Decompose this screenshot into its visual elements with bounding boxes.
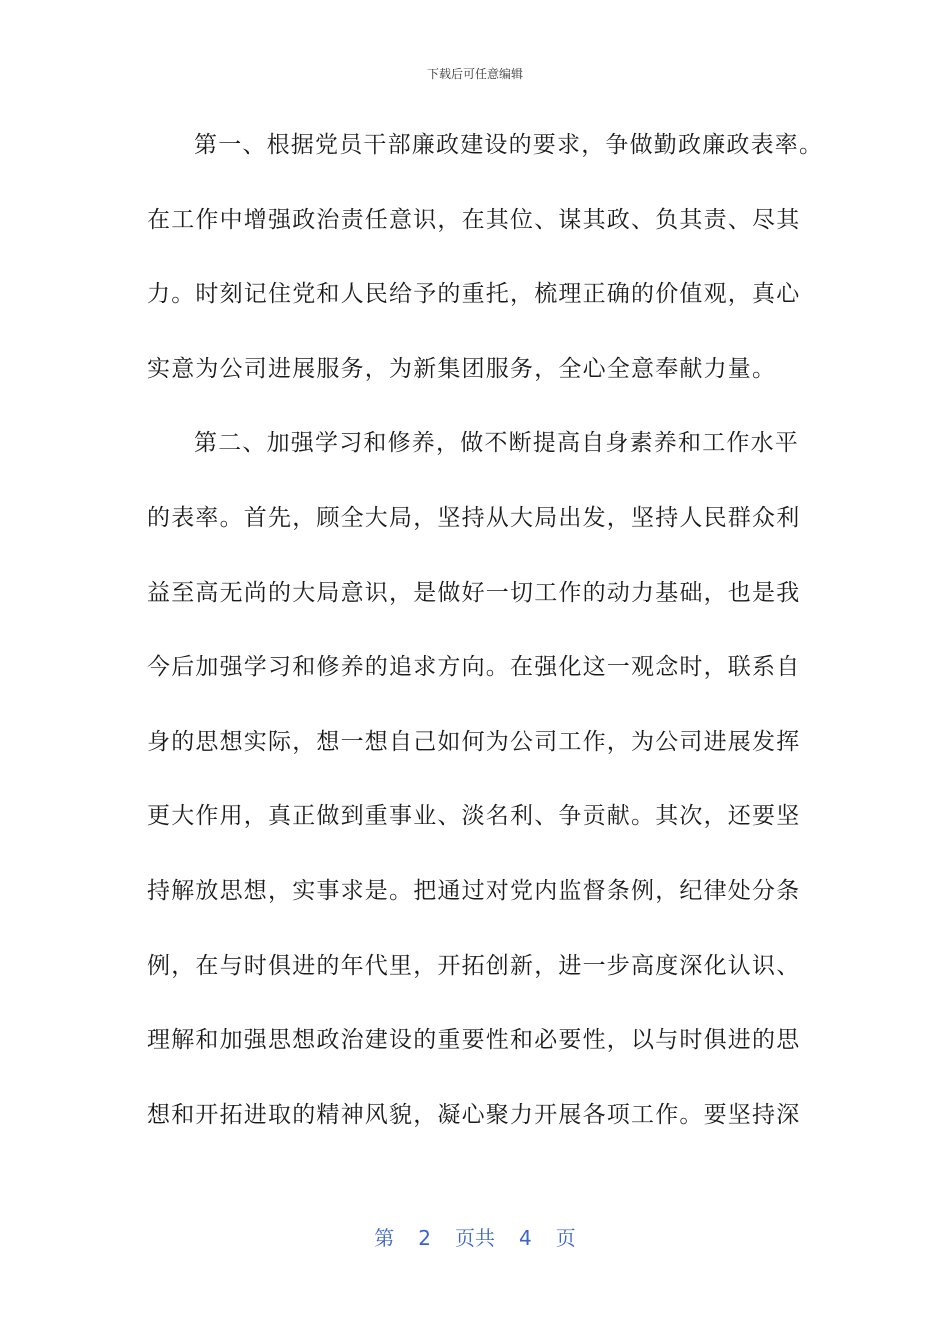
body-line: 力。时刻记住党和人民给予的重托，梳理正确的价值观，真心	[147, 281, 801, 308]
page-footer	[0, 1224, 950, 1252]
body-line: 持解放思想，实事求是。把通过对党内监督条例，纪律处分条	[147, 877, 801, 904]
body-line: 身的思想实际，想一想自己如何为公司工作，为公司进展发挥	[147, 728, 801, 755]
footer-prefix: 第	[374, 1226, 395, 1250]
body-line: 想和开拓进取的精神风貌，凝心聚力开展各项工作。要坚持深	[147, 1101, 801, 1128]
document-body	[147, 108, 824, 1152]
footer-middle: 页共	[455, 1226, 495, 1250]
footer-suffix: 页	[555, 1226, 576, 1250]
footer-total-pages: 4	[519, 1226, 532, 1250]
body-line: 第一、根据党员干部廉政建设的要求，争做勤政廉政表率。	[194, 132, 824, 158]
body-line: 理解和加强思想政治建设的重要性和必要性，以与时俱进的思	[147, 1027, 801, 1054]
body-line: 在工作中增强政治责任意识，在其位、谋其政、负其责、尽其	[147, 206, 801, 233]
footer-current-page: 2	[418, 1226, 431, 1250]
page-header: 下载后可任意编辑	[426, 67, 523, 81]
body-line: 第二、加强学习和修养，做不断提高自身素养和工作水平	[194, 430, 799, 457]
body-line: 更大作用，真正做到重事业、淡名利、争贡献。其次，还要坚	[147, 803, 801, 830]
body-line: 例，在与时俱进的年代里，开拓创新，进一步高度深化认识、	[147, 952, 801, 979]
body-line: 的表率。首先，顾全大局，坚持从大局出发，坚持人民群众利	[147, 504, 801, 531]
body-line: 今后加强学习和修养的追求方向。在强化这一观念时，联系自	[147, 654, 801, 681]
body-line: 实意为公司进展服务，为新集团服务，全心全意奉献力量。	[147, 355, 777, 382]
body-line: 益至高无尚的大局意识，是做好一切工作的动力基础，也是我	[147, 579, 801, 606]
